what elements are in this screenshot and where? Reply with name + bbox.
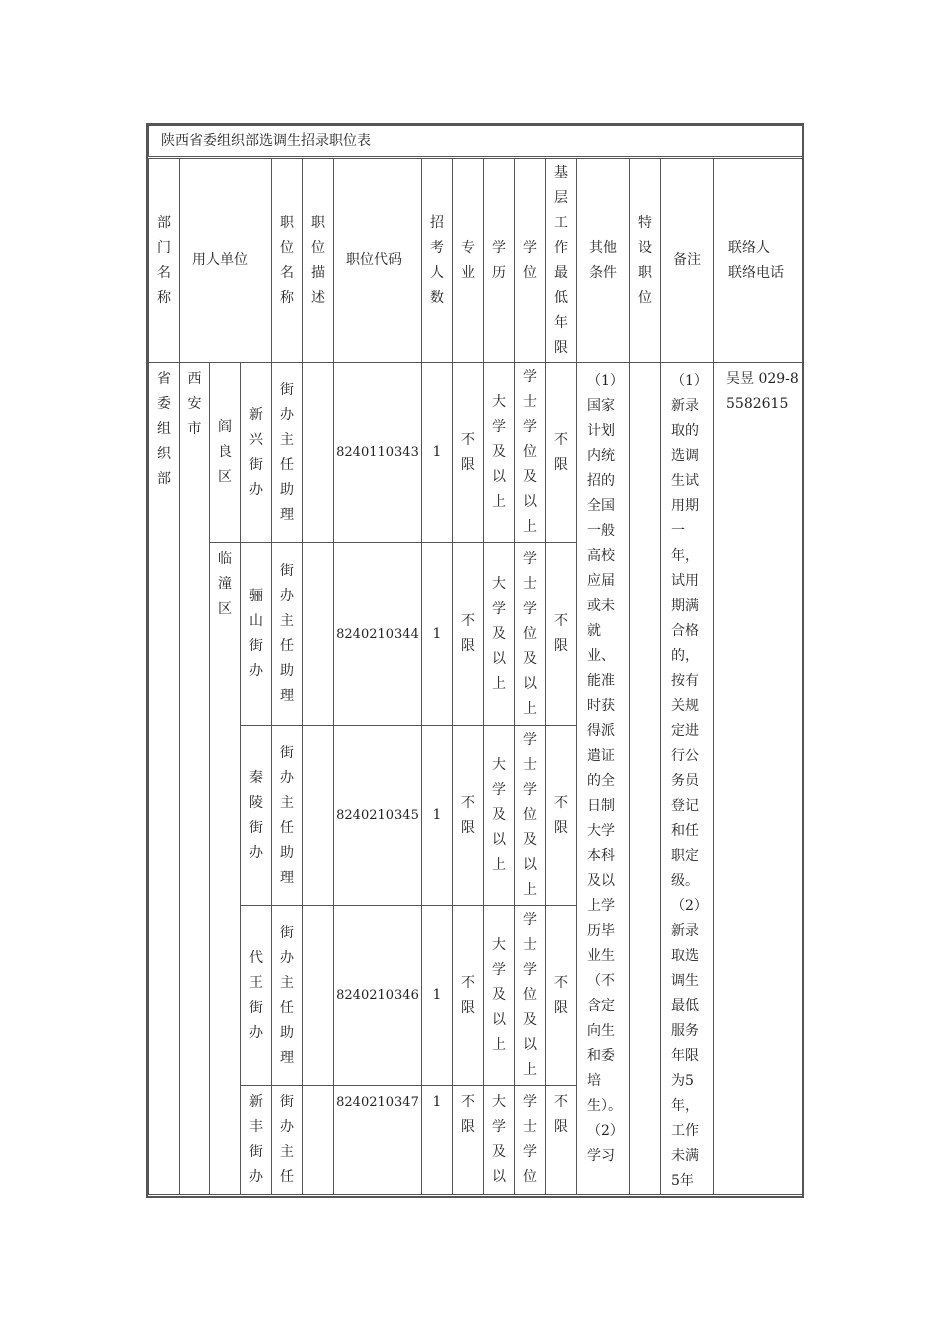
major-cell: 不限	[453, 726, 484, 906]
degree-cell: 学士学位及以上	[515, 363, 546, 543]
position-cell: 街办主任助理	[272, 543, 303, 726]
code-cell: 8240210344	[334, 543, 422, 726]
degree-cell: 学士学位	[515, 1086, 546, 1195]
header-position-desc: 职位描述	[303, 158, 334, 363]
header-notes: 备注	[661, 158, 714, 363]
unit-cell: 新兴街办	[241, 363, 272, 543]
header-other: 其他条件	[577, 158, 630, 363]
position-cell: 街办主任助理	[272, 906, 303, 1086]
major-cell: 不限	[453, 1086, 484, 1195]
degree-cell: 学士学位及以上	[515, 726, 546, 906]
major-cell: 不限	[453, 543, 484, 726]
position-desc-cell	[303, 726, 334, 906]
recruitment-table	[148, 125, 804, 1195]
education-cell: 大学及以上	[484, 906, 515, 1086]
count-cell: 1	[422, 543, 453, 726]
header-employer: 用人单位	[180, 158, 272, 363]
header-position-name: 职位名称	[272, 158, 303, 363]
other-conditions-cell: （1）国家计划内统招的全国一般高校应届或未就业、能准时获得派遣证的全日制大学本科及以上学历毕业生（不含定向生和委培生）。（2）学习	[577, 363, 630, 1195]
header-position-code: 职位代码	[334, 158, 422, 363]
district-cell: 阎良区	[210, 363, 241, 543]
min-years-cell: 不限	[546, 363, 577, 543]
code-cell: 8240210345	[334, 726, 422, 906]
header-contact: 联络人 联络电话	[714, 158, 805, 363]
header-major: 专业	[453, 158, 484, 363]
position-desc-cell	[303, 363, 334, 543]
degree-cell: 学士学位及以上	[515, 543, 546, 726]
city-cell: 西安市	[180, 363, 210, 1195]
unit-cell: 骊山街办	[241, 543, 272, 726]
count-cell: 1	[422, 906, 453, 1086]
header-dept: 部门名称	[149, 158, 180, 363]
header-count: 招考人数	[422, 158, 453, 363]
education-cell: 大学及以上	[484, 543, 515, 726]
major-cell: 不限	[453, 363, 484, 543]
major-cell: 不限	[453, 906, 484, 1086]
code-cell: 8240110343	[334, 363, 422, 543]
min-years-cell: 不限	[546, 543, 577, 726]
header-row	[149, 158, 805, 363]
table-title: 陕西省委组织部选调生招录职位表	[149, 126, 805, 158]
position-desc-cell	[303, 543, 334, 726]
position-cell: 街办主任	[272, 1086, 303, 1195]
notes-cell: （1）新录取的选调生试用期一年，试用期满合格的，按有关规定进行公务员登记和任职定级。（2）新录取选调生最低服务年限为5年，工作未满5年	[661, 363, 714, 1195]
position-cell: 街办主任助理	[272, 726, 303, 906]
count-cell: 1	[422, 1086, 453, 1195]
education-cell: 大学及以	[484, 1086, 515, 1195]
unit-cell: 新丰街办	[241, 1086, 272, 1195]
header-min-years: 基层工作最低年限	[546, 158, 577, 363]
header-degree: 学位	[515, 158, 546, 363]
header-special: 特设职位	[630, 158, 661, 363]
position-cell: 街办主任助理	[272, 363, 303, 543]
header-education: 学历	[484, 158, 515, 363]
min-years-cell: 不限	[546, 726, 577, 906]
recruitment-table-sheet	[146, 123, 804, 1198]
contact-cell: 吴昱 029-85582615	[714, 363, 805, 1195]
position-desc-cell	[303, 1086, 334, 1195]
special-cell	[630, 363, 661, 1195]
unit-cell: 秦陵街办	[241, 726, 272, 906]
dept-cell: 省委组织部	[149, 363, 180, 1195]
min-years-cell: 不限	[546, 1086, 577, 1195]
education-cell: 大学及以上	[484, 363, 515, 543]
degree-cell: 学士学位及以上	[515, 906, 546, 1086]
unit-cell: 代王街办	[241, 906, 272, 1086]
code-cell: 8240210346	[334, 906, 422, 1086]
count-cell: 1	[422, 726, 453, 906]
table-row	[149, 363, 805, 543]
min-years-cell: 不限	[546, 906, 577, 1086]
count-cell: 1	[422, 363, 453, 543]
code-cell: 8240210347	[334, 1086, 422, 1195]
education-cell: 大学及以上	[484, 726, 515, 906]
position-desc-cell	[303, 906, 334, 1086]
district-cell: 临潼区	[210, 543, 241, 1195]
